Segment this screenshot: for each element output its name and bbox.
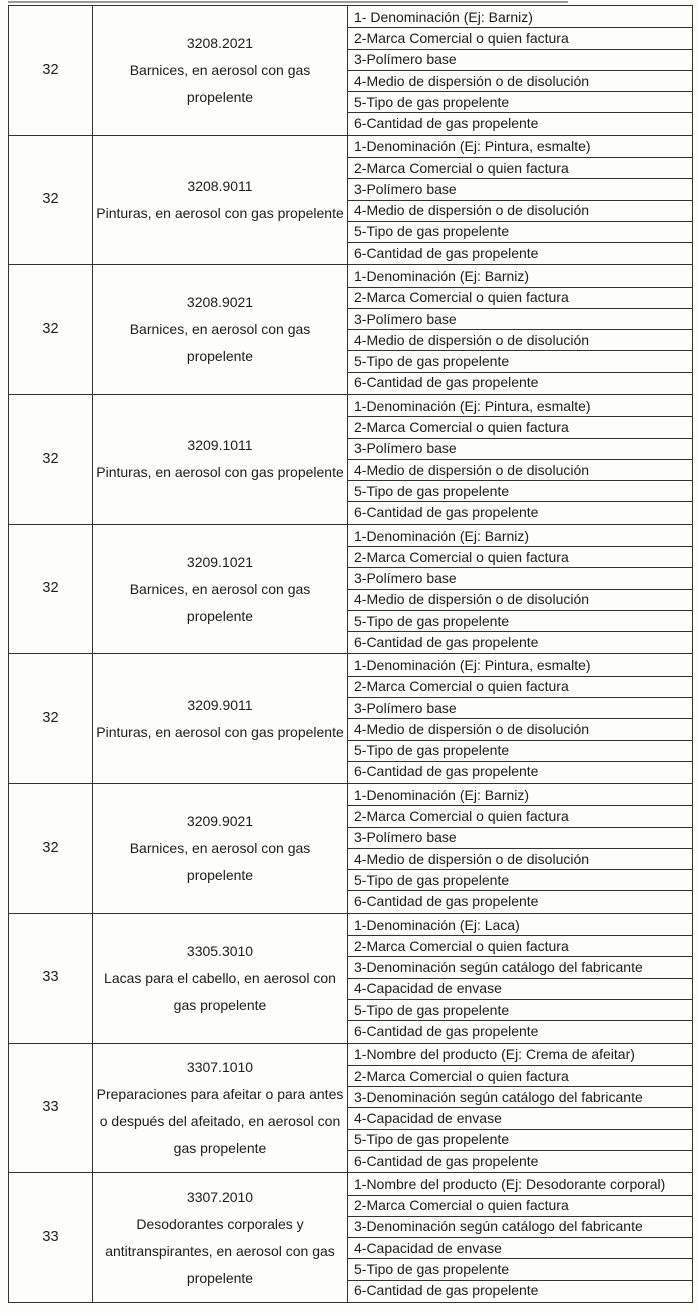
requirements-cell — [348, 654, 693, 784]
requirement-item: 4-Medio de dispersión o de disolución — [348, 849, 692, 870]
chapter-cell — [9, 1173, 93, 1303]
requirement-item: 5-Tipo de gas propelente — [348, 351, 692, 372]
table-row — [9, 1173, 693, 1303]
chapter-cell — [9, 524, 93, 654]
requirement-item: 6-Cantidad de gas propelente — [354, 115, 539, 132]
table-row — [9, 784, 693, 914]
product-description: Pinturas, en aerosol con gas propelente — [96, 205, 344, 222]
tariff-code: 3208.2021 — [186, 34, 254, 51]
requirement-item: 3-Polímero base — [348, 309, 692, 330]
requirement-item: 1-Denominación (Ej: Pintura, esmalte) — [348, 396, 692, 417]
tariff-code: 3209.1021 — [186, 553, 254, 570]
requirement-item: 3-Polímero base — [348, 179, 692, 200]
tariff-code: 3209.9021 — [186, 812, 254, 829]
table-row — [9, 395, 693, 525]
product-cell — [93, 913, 348, 1043]
chapter-number: 33 — [42, 969, 59, 986]
product-cell — [93, 395, 348, 525]
requirement-item: 2-Marca Comercial o quien factura — [348, 1196, 692, 1217]
requirement-item: 6-Cantidad de gas propelente — [354, 244, 539, 261]
chapter-number: 33 — [42, 1228, 59, 1245]
requirement-item: 6-Cantidad de gas propelente — [354, 1152, 539, 1169]
requirement-item: 2-Marca Comercial o quien factura — [348, 936, 692, 957]
requirement-item: 2-Marca Comercial o quien factura — [348, 417, 692, 438]
tariff-code: 3305.3010 — [186, 942, 254, 959]
product-description: Barnices, en aerosol con gas propelente — [129, 580, 311, 624]
chapter-cell — [9, 395, 93, 525]
requirement-item: 3-Denominación según catálogo del fabricante — [348, 957, 692, 978]
requirement-item: 3-Polímero base — [348, 50, 692, 71]
tariff-code: 3209.9011 — [187, 696, 253, 713]
chapter-number: 32 — [42, 580, 59, 597]
product-cell — [93, 784, 348, 914]
requirement-item: 2-Marca Comercial o quien factura — [348, 1066, 692, 1087]
requirement-item: 3-Denominación según catálogo del fabricante — [348, 1087, 692, 1108]
requirements-stack — [348, 396, 692, 523]
requirement-item: 2-Marca Comercial o quien factura — [348, 28, 692, 49]
product-description: Barnices, en aerosol con gas propelente — [129, 61, 311, 105]
table-row — [9, 265, 693, 395]
product-cell — [93, 265, 348, 395]
product-cell — [93, 524, 348, 654]
table-row — [9, 913, 693, 1043]
chapter-number: 32 — [42, 191, 59, 208]
requirements-cell — [348, 524, 693, 654]
requirements-stack — [348, 785, 692, 912]
tariff-code: 3208.9011 — [187, 178, 253, 195]
requirement-item: 1-Denominación (Ej: Laca) — [348, 915, 692, 936]
requirement-item: 1-Denominación (Ej: Barniz) — [348, 266, 692, 287]
product-description: Pinturas, en aerosol con gas propelente — [96, 723, 344, 740]
requirement-item: 4-Medio de dispersión o de disolución — [348, 330, 692, 351]
requirement-item: 4-Medio de dispersión o de disolución — [348, 71, 692, 92]
requirements-cell — [348, 135, 693, 265]
chapter-cell — [9, 654, 93, 784]
tariff-code: 3208.9021 — [186, 294, 254, 311]
requirement-item: 1-Denominación (Ej: Barniz) — [348, 526, 692, 547]
chapter-number: 32 — [42, 710, 59, 726]
requirement-item: 4-Capacidad de envase — [348, 1238, 692, 1259]
product-description: Barnices, en aerosol con gas propelente — [129, 839, 311, 883]
requirement-item: 4-Medio de dispersión o de disolución — [348, 719, 692, 740]
tariff-code: 3307.1010 — [186, 1058, 254, 1075]
requirements-cell — [348, 784, 693, 914]
requirements-cell — [348, 913, 693, 1043]
product-description: Barnices, en aerosol con gas propelente — [129, 321, 311, 365]
requirement-item: 4-Medio de dispersión o de disolución — [348, 201, 692, 222]
chapter-number: 32 — [42, 450, 59, 467]
requirement-item: 2-Marca Comercial o quien factura — [348, 158, 692, 179]
requirement-item: 3-Polímero base — [348, 698, 692, 719]
requirement-item: 5-Tipo de gas propelente — [348, 1130, 692, 1151]
requirement-item: 2-Marca Comercial o quien factura — [348, 677, 692, 698]
requirement-item: 2-Marca Comercial o quien factura — [348, 806, 692, 827]
chapter-number: 33 — [42, 1099, 59, 1116]
requirements-cell — [348, 6, 693, 136]
requirements-cell — [348, 1173, 693, 1303]
chapter-cell — [9, 1043, 93, 1173]
requirements-stack — [348, 1045, 692, 1172]
product-description: Pinturas, en aerosol con gas propelente — [96, 464, 344, 481]
requirement-item: 1-Denominación (Ej: Barniz) — [348, 785, 692, 806]
requirements-stack — [348, 526, 692, 653]
requirement-item: 1- Denominación (Ej: Barniz) — [348, 7, 692, 28]
requirement-item: 6-Cantidad de gas propelente — [354, 1022, 539, 1039]
table-row — [9, 6, 693, 136]
requirement-item: 6-Cantidad de gas propelente — [354, 374, 539, 391]
requirement-item: 5-Tipo de gas propelente — [348, 481, 692, 502]
requirements-stack — [348, 137, 692, 264]
chapter-number: 32 — [42, 320, 59, 337]
requirement-item: 3-Polímero base — [348, 439, 692, 460]
chapter-cell — [9, 265, 93, 395]
requirement-item: 6-Cantidad de gas propelente — [354, 633, 539, 650]
requirement-item: 2-Marca Comercial o quien factura — [348, 547, 692, 568]
tariff-code: 3209.1011 — [187, 437, 253, 454]
requirement-item: 5-Tipo de gas propelente — [348, 222, 692, 243]
requirement-item: 1-Denominación (Ej: Pintura, esmalte) — [348, 137, 692, 158]
product-description: Desodorantes corporales y antitranspirantes, en aerosol con gas propelente — [105, 1215, 335, 1286]
requirements-stack — [348, 656, 692, 783]
requirement-item: 5-Tipo de gas propelente — [348, 870, 692, 891]
requirement-item: 1-Denominación (Ej: Pintura, esmalte) — [348, 656, 692, 677]
tariff-code: 3307.2010 — [186, 1188, 254, 1205]
requirements-cell — [348, 1043, 693, 1173]
requirement-item: 6-Cantidad de gas propelente — [354, 893, 539, 910]
requirement-item: 4-Medio de dispersión o de disolución — [348, 590, 692, 611]
table-row — [9, 524, 693, 654]
requirements-cell — [348, 395, 693, 525]
chapter-number: 32 — [42, 839, 59, 856]
requirement-item: 1-Nombre del producto (Ej: Desodorante corporal) — [348, 1174, 692, 1195]
requirement-item: 4-Capacidad de envase — [348, 1108, 692, 1129]
product-cell — [93, 1173, 348, 1303]
requirement-item: 6-Cantidad de gas propelente — [354, 763, 539, 780]
requirements-stack — [348, 266, 692, 393]
requirement-item: 5-Tipo de gas propelente — [348, 1259, 692, 1280]
table-body — [9, 6, 693, 1303]
chapter-number: 32 — [42, 61, 59, 78]
requirement-item: 4-Capacidad de envase — [348, 979, 692, 1000]
requirement-item: 3-Polímero base — [348, 568, 692, 589]
requirement-item: 4-Medio de dispersión o de disolución — [348, 460, 692, 481]
requirements-stack — [348, 1174, 692, 1301]
scan-artifact-line — [8, 1, 568, 3]
chapter-cell — [9, 135, 93, 265]
requirement-item: 2-Marca Comercial o quien factura — [348, 288, 692, 309]
requirements-table — [8, 5, 693, 1303]
requirement-item: 6-Cantidad de gas propelente — [354, 504, 539, 521]
product-description: Preparaciones para afeitar o para antes o después del afeitado, en aerosol con gas propelente — [96, 1085, 344, 1156]
requirements-cell — [348, 265, 693, 395]
requirement-item: 1-Nombre del producto (Ej: Crema de afeitar) — [348, 1045, 692, 1066]
requirement-item: 6-Cantidad de gas propelente — [354, 1282, 539, 1299]
requirement-item: 5-Tipo de gas propelente — [348, 741, 692, 762]
chapter-cell — [9, 784, 93, 914]
table-row — [9, 1043, 693, 1173]
product-cell — [93, 654, 348, 784]
product-description: Lacas para el cabello, en aerosol con gas propelente — [104, 969, 336, 1013]
chapter-cell — [9, 913, 93, 1043]
requirement-item: 5-Tipo de gas propelente — [348, 1000, 692, 1021]
requirements-stack — [348, 915, 692, 1042]
product-cell — [93, 6, 348, 136]
product-cell — [93, 135, 348, 265]
product-cell — [93, 1043, 348, 1173]
requirement-item: 5-Tipo de gas propelente — [348, 92, 692, 113]
requirements-stack — [348, 7, 692, 134]
requirement-item: 3-Polímero base — [348, 828, 692, 849]
requirement-item: 5-Tipo de gas propelente — [348, 611, 692, 632]
requirement-item: 3-Denominación según catálogo del fabricante — [348, 1217, 692, 1238]
table-row — [9, 654, 693, 784]
chapter-cell — [9, 6, 93, 136]
table-row — [9, 135, 693, 265]
